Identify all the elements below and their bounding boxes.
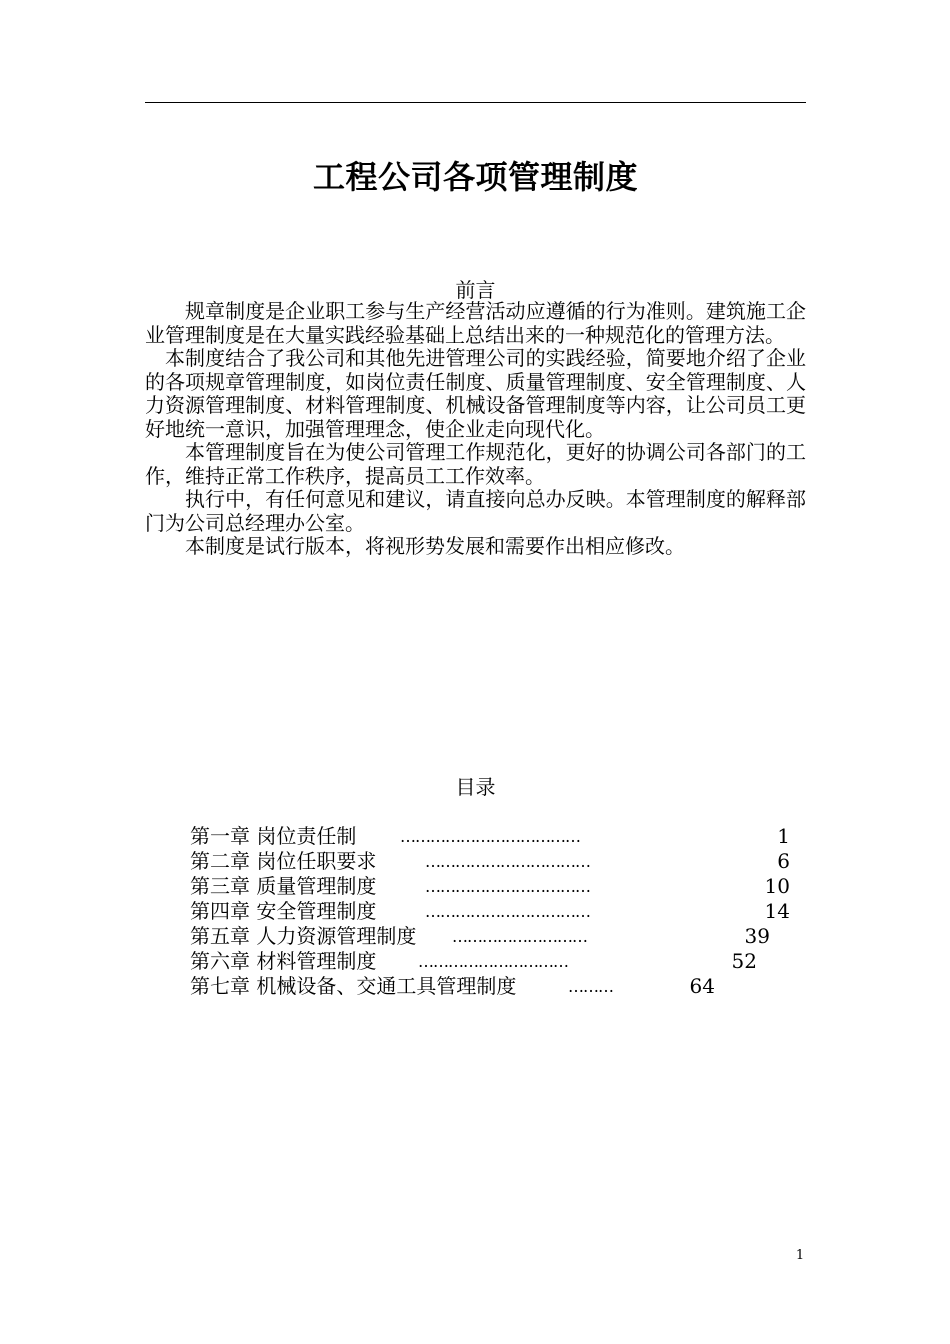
toc-page-number: 64 — [689, 974, 715, 998]
toc-chapter-label: 第三章 质量管理制度 — [190, 874, 377, 898]
toc-entry[interactable] — [190, 874, 810, 899]
toc-entry[interactable] — [190, 924, 780, 949]
document-title: 工程公司各项管理制度 — [312, 158, 638, 196]
toc-page-number: 39 — [744, 924, 770, 948]
toc-leader-dots: …………………………… — [425, 852, 590, 871]
toc-leader-dots: ……………………… — [452, 927, 587, 946]
preface-paragraph-5: 本制度是试行版本，将视形势发展和需要作出相应修改。 — [185, 534, 685, 558]
preface-paragraph-4: 执行中，有任何意见和建议，请直接向总办反映。本管理制度的解释部门为公司总经理办公室。 — [145, 487, 806, 535]
toc-page-number: 52 — [731, 949, 757, 973]
toc-entry[interactable] — [190, 949, 780, 974]
toc-page-number: 14 — [764, 899, 790, 923]
toc-entry[interactable] — [190, 899, 810, 924]
toc-leader-dots: …………………………… — [425, 877, 590, 896]
header-rule — [145, 102, 806, 103]
toc-entry[interactable] — [190, 849, 810, 874]
preface-body — [145, 300, 806, 559]
toc-chapter-label: 第五章 人力资源管理制度 — [190, 924, 417, 948]
preface-heading: 前言 — [455, 278, 496, 302]
toc-chapter-label: 第六章 材料管理制度 — [190, 949, 377, 973]
toc-entry[interactable] — [190, 974, 730, 999]
preface-paragraph-2: 本制度结合了我公司和其他先进管理公司的实践经验，简要地介绍了企业的各项规章管理制度，如岗位责任制度、质量管理制度、安全管理制度、人力资源管理制度、材料管理制度、机械设备管理制度等内容，让公司员工更好地统一意识，加强管理理念，使企业走向现代化。 — [145, 346, 806, 441]
page-number: 1 — [795, 1248, 805, 1263]
toc-page-number: 6 — [777, 849, 790, 873]
toc-leader-dots: ……… — [568, 977, 613, 996]
toc-page-number: 10 — [764, 874, 790, 898]
toc-page-number: 1 — [777, 824, 790, 848]
toc-entry[interactable] — [190, 824, 810, 849]
toc-chapter-label: 第四章 安全管理制度 — [190, 899, 377, 923]
toc-leader-dots: …………………………… — [425, 902, 590, 921]
toc-leader-dots: ……………………………… — [400, 827, 580, 846]
toc-chapter-label: 第一章 岗位责任制 — [190, 824, 357, 848]
preface-paragraph-3: 本管理制度旨在为使公司管理工作规范化，更好的协调公司各部门的工作，维持正常工作秩序，提高员工工作效率。 — [145, 440, 806, 488]
toc-chapter-label: 第七章 机械设备、交通工具管理制度 — [190, 974, 517, 998]
toc-chapter-label: 第二章 岗位任职要求 — [190, 849, 377, 873]
toc-leader-dots: ………………………… — [418, 952, 568, 971]
toc-heading: 目录 — [455, 775, 496, 799]
preface-paragraph-1: 规章制度是企业职工参与生产经营活动应遵循的行为准则。建筑施工企业管理制度是在大量实践经验基础上总结出来的一种规范化的管理方法。 — [145, 299, 806, 347]
